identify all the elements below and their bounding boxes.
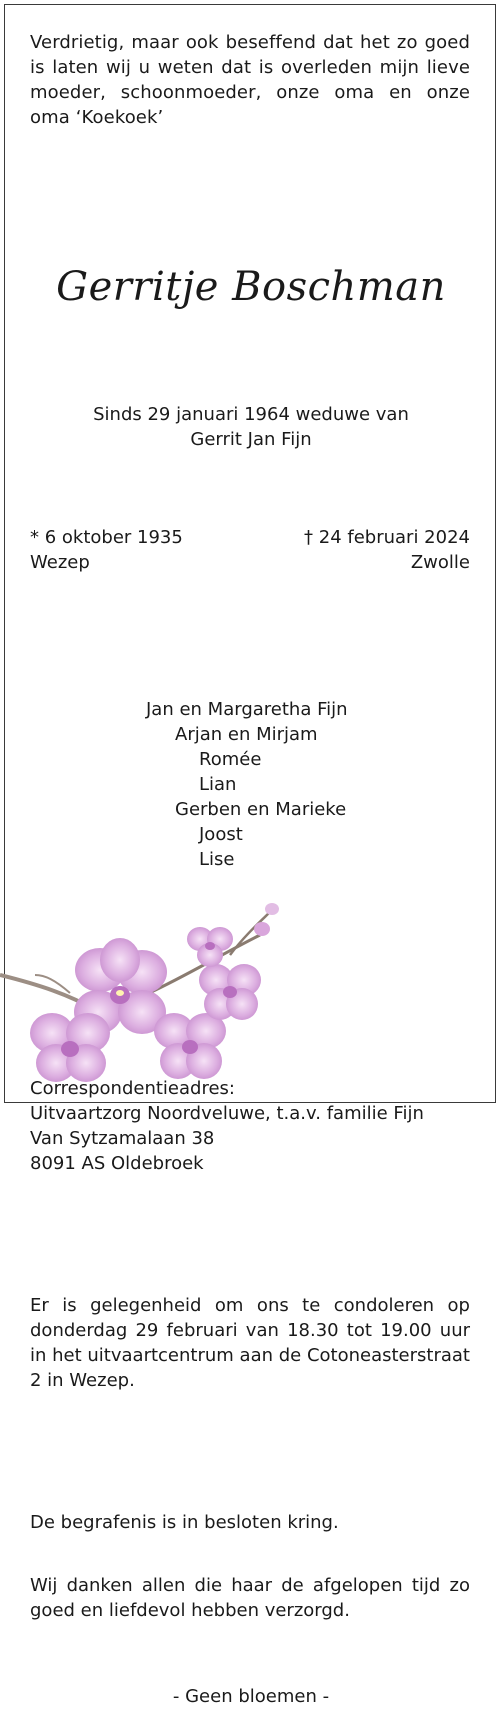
- correspondence-address: [30, 1076, 470, 1176]
- birth-date: * 6 oktober 1935: [30, 527, 183, 548]
- family-member: Jan en Margaretha Fijn: [146, 699, 348, 720]
- family-member: Lise: [199, 849, 235, 870]
- death-date: † 24 februari 2024: [304, 527, 470, 548]
- correspondence-label: Correspondentieadres:: [30, 1078, 235, 1099]
- address-line: Uitvaartzorg Noordveluwe, t.a.v. familie Fijn: [30, 1103, 424, 1124]
- family-member: Joost: [199, 824, 243, 845]
- deceased-name: Gerritje Boschman: [56, 264, 446, 310]
- death-place: Zwolle: [410, 552, 470, 573]
- family-member: Gerben en Marieke: [175, 799, 347, 820]
- funeral-text: De begrafenis is in besloten kring.: [30, 1512, 339, 1533]
- family-member: Arjan en Mirjam: [175, 724, 318, 745]
- family-member: Romée: [199, 749, 262, 770]
- birth-place: Wezep: [30, 552, 90, 573]
- widow-notice: [0, 402, 502, 452]
- family-list: [146, 697, 502, 872]
- widow-line: Sinds 29 januari 1964 weduwe van: [93, 404, 409, 425]
- thanks-text: Wij danken allen die haar de afgelopen tijd zo goed en liefdevol hebben verzorgd.: [30, 1575, 470, 1621]
- family-member: Lian: [199, 774, 237, 795]
- orchid-flower-image: [0, 895, 310, 1095]
- life-dates: [30, 525, 470, 575]
- address-line: 8091 AS Oldebroek: [30, 1153, 204, 1174]
- intro-text: Verdrietig, maar ook beseffend dat het zo goed is laten wij u weten dat is overleden mijn lieve moeder, schoonmoeder, onze oma en onze oma ‘Koekoek’: [30, 32, 470, 128]
- no-flowers-text: - Geen bloemen -: [172, 1686, 330, 1707]
- condolence-text: Er is gelegenheid om ons te condoleren op donderdag 29 februari van 18.30 tot 19.00 uur in het uitvaartcentrum aan de Cotoneasterstraat 2 in Wezep.: [30, 1295, 470, 1391]
- address-line: Van Sytzamalaan 38: [30, 1128, 215, 1149]
- spouse-name: Gerrit Jan Fijn: [190, 429, 312, 450]
